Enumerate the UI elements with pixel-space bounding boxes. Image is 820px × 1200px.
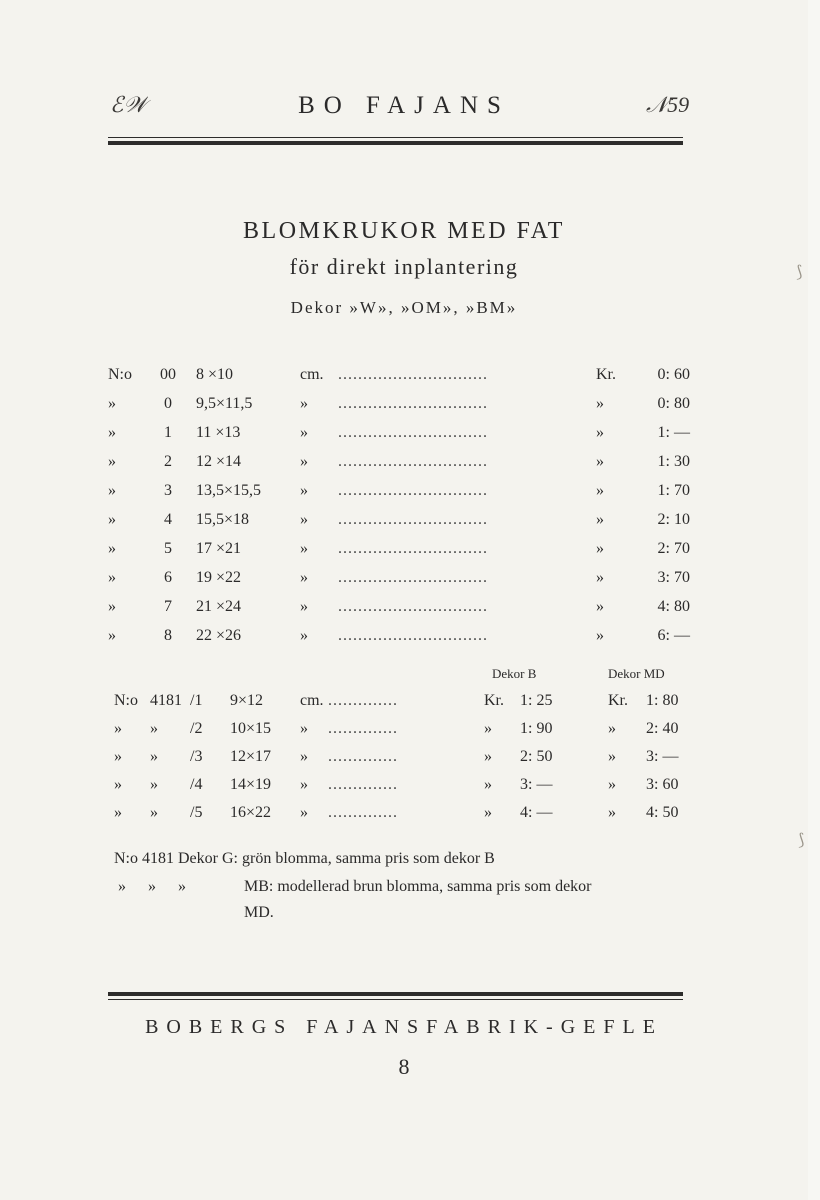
row-size: 10×15 [230,720,272,737]
row-size: 12 ×14 [196,453,242,470]
row-prefix: » [108,540,116,557]
table-row [0,453,808,482]
decor-line: Dekor »W», »OM», »BM» [290,298,518,317]
row-prefix: » [108,453,116,470]
row-currency: » [596,540,604,557]
binding-clip-icon: ⟆ [798,832,805,849]
row-price: 6: — [657,627,690,644]
row-number: 1 [164,424,172,441]
row-currency-md: » [608,804,616,821]
row-number: 7 [164,598,172,615]
row-price: 1: — [657,424,690,441]
row-prefix: » [108,424,116,441]
row-model: » [150,720,158,737]
row-price: 2: 70 [657,540,690,557]
row-leader: .............................. [338,598,488,615]
row-price: 2: 10 [657,511,690,528]
row-price: 3: 70 [657,569,690,586]
table-row [0,627,808,656]
row-price-md: 3: — [646,748,679,765]
row-currency: » [596,627,604,644]
row-unit: » [300,424,308,441]
row-leader: .............................. [338,453,488,470]
row-leader: .............................. [338,569,488,586]
page-number: 8 [398,1054,410,1079]
row-currency-md: Kr. [608,692,628,709]
row-currency-b: » [484,748,492,765]
table-row [0,395,808,424]
row-currency-md: » [608,748,616,765]
row-leader: .............. [328,692,398,709]
table-row [0,720,808,748]
table-row [0,748,808,776]
table-row [0,776,808,804]
row-size: 17 ×21 [196,540,242,557]
row-unit: » [300,453,308,470]
row-currency: Kr. [596,366,616,383]
row-price-md: 1: 80 [646,692,679,709]
row-prefix: » [108,395,116,412]
table-row [0,804,808,832]
row-size: 22 ×26 [196,627,242,644]
row-unit: » [300,776,308,793]
row-price-b: 1: 25 [520,692,553,709]
row-leader: .............. [328,776,398,793]
row-prefix: » [114,804,122,821]
row-price: 0: 80 [657,395,690,412]
row-price-md: 3: 60 [646,776,679,793]
row-leader: .............. [328,748,398,765]
note-line-1: N:o 4181 Dekor G: grön blomma, samma pris som dekor B [114,850,495,867]
note-line-2-prefix: » » » [118,878,186,895]
row-currency-b: » [484,776,492,793]
row-price-b: 3: — [520,776,553,793]
footer-rule-thick [108,992,683,996]
row-number: 00 [160,366,176,383]
row-prefix: » [108,511,116,528]
left-monogram-mark: ℰ𝒲 [110,92,147,117]
row-number: 4 [164,511,172,528]
row-currency: » [596,453,604,470]
row-unit: » [300,748,308,765]
row-currency-b: » [484,804,492,821]
row-unit: » [300,540,308,557]
section-title: BLOMKRUKOR MED FAT [243,218,565,244]
row-prefix: N:o [114,692,138,709]
row-variant: /4 [190,776,203,793]
row-leader: .............................. [338,482,488,499]
row-leader: .............................. [338,540,488,557]
row-prefix: » [114,776,122,793]
row-size: 13,5×15,5 [196,482,262,499]
row-size: 11 ×13 [196,424,241,441]
row-currency: » [596,424,604,441]
table-row [0,424,808,453]
table-row [0,598,808,627]
row-prefix: » [114,720,122,737]
row-price: 1: 30 [657,453,690,470]
row-currency: » [596,395,604,412]
row-size: 14×19 [230,776,272,793]
table-row [0,366,808,395]
row-unit: » [300,511,308,528]
row-currency-md: » [608,720,616,737]
row-number: 5 [164,540,172,557]
note-line-2-text: MB: modellerad brun blomma, samma pris som dekor [244,878,592,895]
row-currency-b: Kr. [484,692,504,709]
header-rule-thick [108,141,683,145]
row-leader: .............. [328,720,398,737]
row-model: » [150,748,158,765]
row-size: 19 ×22 [196,569,242,586]
price-table-1 [0,366,808,656]
row-model: » [150,804,158,821]
row-number: 3 [164,482,172,499]
row-prefix: N:o [108,366,132,383]
row-number: 8 [164,627,172,644]
row-currency-md: » [608,776,616,793]
row-currency: » [596,569,604,586]
row-price-md: 4: 50 [646,804,679,821]
row-number: 6 [164,569,172,586]
row-model: 4181 [150,692,182,709]
row-model: » [150,776,158,793]
binding-clip-icon: ⟆ [796,264,803,281]
footer-company-name: BOBERGS FAJANSFABRIK-GEFLE [145,1016,663,1038]
row-price-b: 1: 90 [520,720,553,737]
table-row [0,540,808,569]
row-variant: /5 [190,804,203,821]
row-unit: » [300,627,308,644]
row-variant: /2 [190,720,203,737]
row-leader: .............. [328,804,398,821]
section-subtitle: för direkt inplantering [289,254,519,279]
row-unit: » [300,395,308,412]
row-unit: cm. [300,366,324,383]
row-size: 8 ×10 [196,366,234,383]
row-size: 16×22 [230,804,272,821]
row-currency: » [596,598,604,615]
row-size: 15,5×18 [196,511,250,528]
footer-rule-thin [108,999,683,1000]
page-edge [808,0,820,1200]
row-prefix: » [108,482,116,499]
header-rule-thin [108,137,683,138]
right-monogram-mark: 𝒩59 [646,92,690,117]
row-prefix: » [108,627,116,644]
table-row [0,692,808,720]
row-unit: » [300,804,308,821]
note-line-3: MD. [244,904,274,921]
row-number: 2 [164,453,172,470]
column-header-dekor-md: Dekor MD [608,666,665,681]
row-price: 1: 70 [657,482,690,499]
row-currency: » [596,482,604,499]
row-size: 9,5×11,5 [196,395,253,412]
table-row [0,482,808,511]
column-header-dekor-b: Dekor B [492,666,537,681]
table-row [0,569,808,598]
row-number: 0 [164,395,172,412]
row-unit: » [300,598,308,615]
row-currency-b: » [484,720,492,737]
table-row [0,511,808,540]
row-price: 4: 80 [657,598,690,615]
row-unit: » [300,720,308,737]
row-currency: » [596,511,604,528]
row-unit: » [300,482,308,499]
page-header-title: BO FAJANS [298,92,510,119]
row-price-b: 2: 50 [520,748,553,765]
row-price: 0: 60 [657,366,690,383]
row-leader: .............................. [338,395,488,412]
row-price-b: 4: — [520,804,553,821]
row-unit: cm. [300,692,324,709]
row-variant: /1 [190,692,203,709]
row-size: 21 ×24 [196,598,242,615]
row-price-md: 2: 40 [646,720,679,737]
row-leader: .............................. [338,424,488,441]
row-leader: .............................. [338,627,488,644]
row-size: 12×17 [230,748,272,765]
row-prefix: » [108,598,116,615]
row-variant: /3 [190,748,203,765]
row-prefix: » [108,569,116,586]
row-leader: .............................. [338,511,488,528]
row-leader: .............................. [338,366,488,383]
row-prefix: » [114,748,122,765]
row-unit: » [300,569,308,586]
row-size: 9×12 [230,692,264,709]
